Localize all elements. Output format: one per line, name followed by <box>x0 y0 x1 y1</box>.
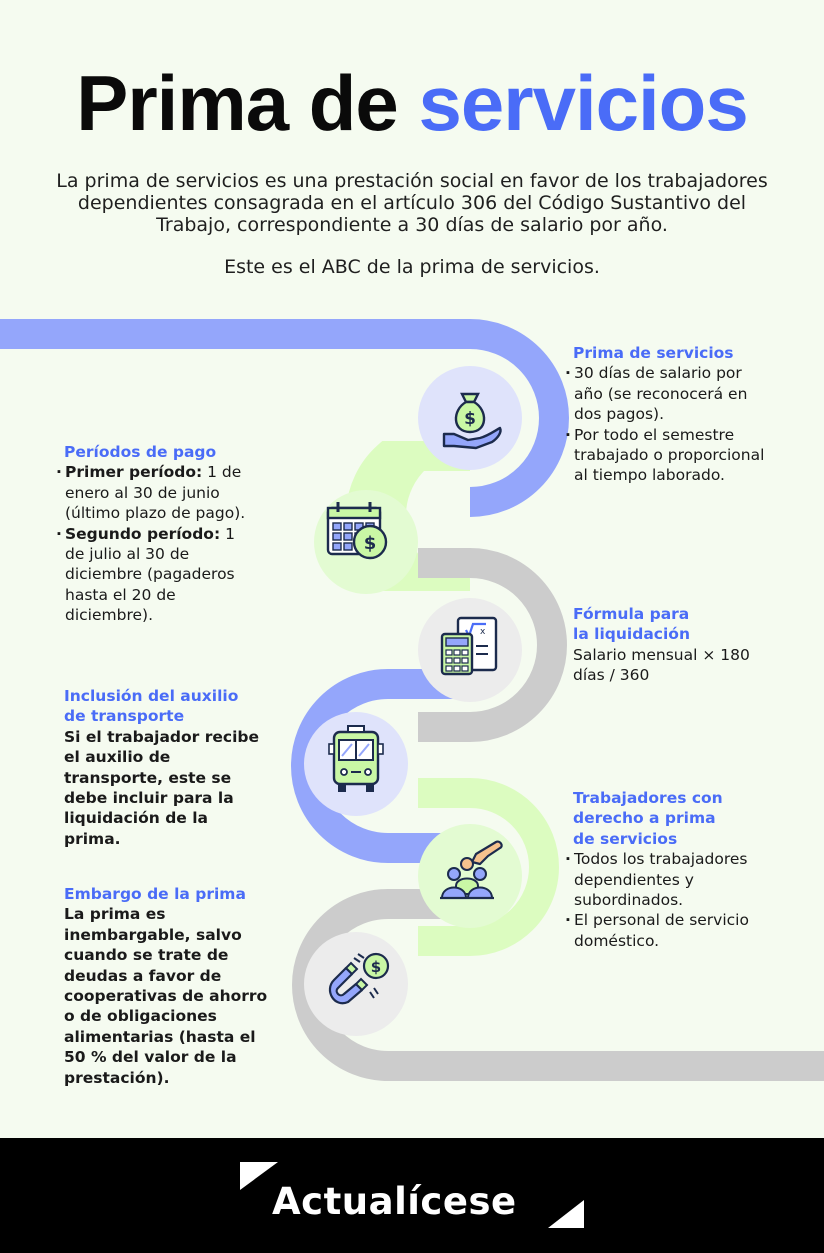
trabajadores-title-line-1: Trabajadores con <box>573 789 723 807</box>
brand-name: Actualícese <box>272 1180 517 1223</box>
calendar-coin-icon <box>314 490 418 594</box>
block-auxilio <box>64 686 260 849</box>
periodos-bullet-1 <box>56 462 252 523</box>
intro-subtext: Este es el ABC de la prima de servicios. <box>224 256 600 278</box>
embargo-text: La prima es inembargable, salvo cuando se trate de deudas a favor de cooperativas de ahorro o de obligaciones alimentarias (hasta el 50 % del valor de la prestación). <box>64 905 268 1087</box>
prima-bullet-1: · 30 días de salario por año (se reconocerá en dos pagos). <box>565 363 775 424</box>
periodos-first-label: Primer período: <box>65 463 203 482</box>
periodos-title: Períodos de pago <box>64 443 217 461</box>
formula-title <box>573 604 773 645</box>
formula-title-line-1: Fórmula para <box>573 605 690 623</box>
embargo-title: Embargo de la prima <box>64 885 246 903</box>
block-formula <box>573 604 773 686</box>
auxilio-title-line-1: Inclusión del auxilio <box>64 687 239 705</box>
svg-text:x: x <box>480 627 486 637</box>
formula-title-line-2: la liquidación <box>573 625 690 644</box>
block-periodos <box>56 442 252 626</box>
trabajadores-title-line-3: de servicios <box>573 829 678 848</box>
money-bag-hand-icon <box>418 366 522 470</box>
auxilio-text: Si el trabajador recibe el auxilio de transporte, este se debe incluir para la liquidación de la prima. <box>64 727 259 848</box>
block-embargo <box>64 884 282 1088</box>
periodos-first-text: 1 de enero al 30 de junio (último plazo de pago). <box>65 463 246 523</box>
formula-text: Salario mensual × 180 días / 360 <box>573 645 750 685</box>
svg-text:$: $ <box>370 958 382 976</box>
prima-bullet-2: · Por todo el semestre trabajado o proporcional al tiempo laborado. <box>565 425 775 486</box>
svg-text:$: $ <box>363 533 377 554</box>
title-part-2: servicios <box>418 59 748 147</box>
brand-mark-bottom-right <box>548 1200 584 1228</box>
trabajadores-title-line-2: derecho a prima <box>573 809 716 828</box>
magnet-coin-icon <box>304 932 408 1036</box>
block-trabajadores <box>565 788 775 951</box>
prima-title: Prima de servicios <box>573 344 734 362</box>
calculator-formula-icon <box>418 598 522 702</box>
intro-text: La prima de servicios es una prestación social en favor de los trabajadores dependientes consagrada en el artículo 306 del Código Sustantivo del Trabajo, correspondiente a 30 días de salario por año. <box>56 170 768 236</box>
auxilio-title <box>64 686 260 727</box>
svg-text:$: $ <box>464 409 476 429</box>
auxilio-title-line-2: de transporte <box>64 707 185 726</box>
workers-pointing-icon <box>418 824 522 928</box>
title-part-1: Prima de <box>76 59 398 147</box>
periodos-bullet-2 <box>56 524 252 626</box>
trabajadores-bullet-1: · Todos los trabajadores dependientes y subordinados. <box>565 849 775 910</box>
trabajadores-bullet-2: · El personal de servicio doméstico. <box>565 910 775 951</box>
periodos-second-text: 1 de julio al 30 de diciembre (pagaderos hasta el 20 de diciembre). <box>65 524 235 625</box>
periodos-second-label: Segundo período: <box>65 524 221 543</box>
trabajadores-title <box>565 788 775 849</box>
bus-icon <box>304 712 408 816</box>
block-prima <box>565 343 775 486</box>
